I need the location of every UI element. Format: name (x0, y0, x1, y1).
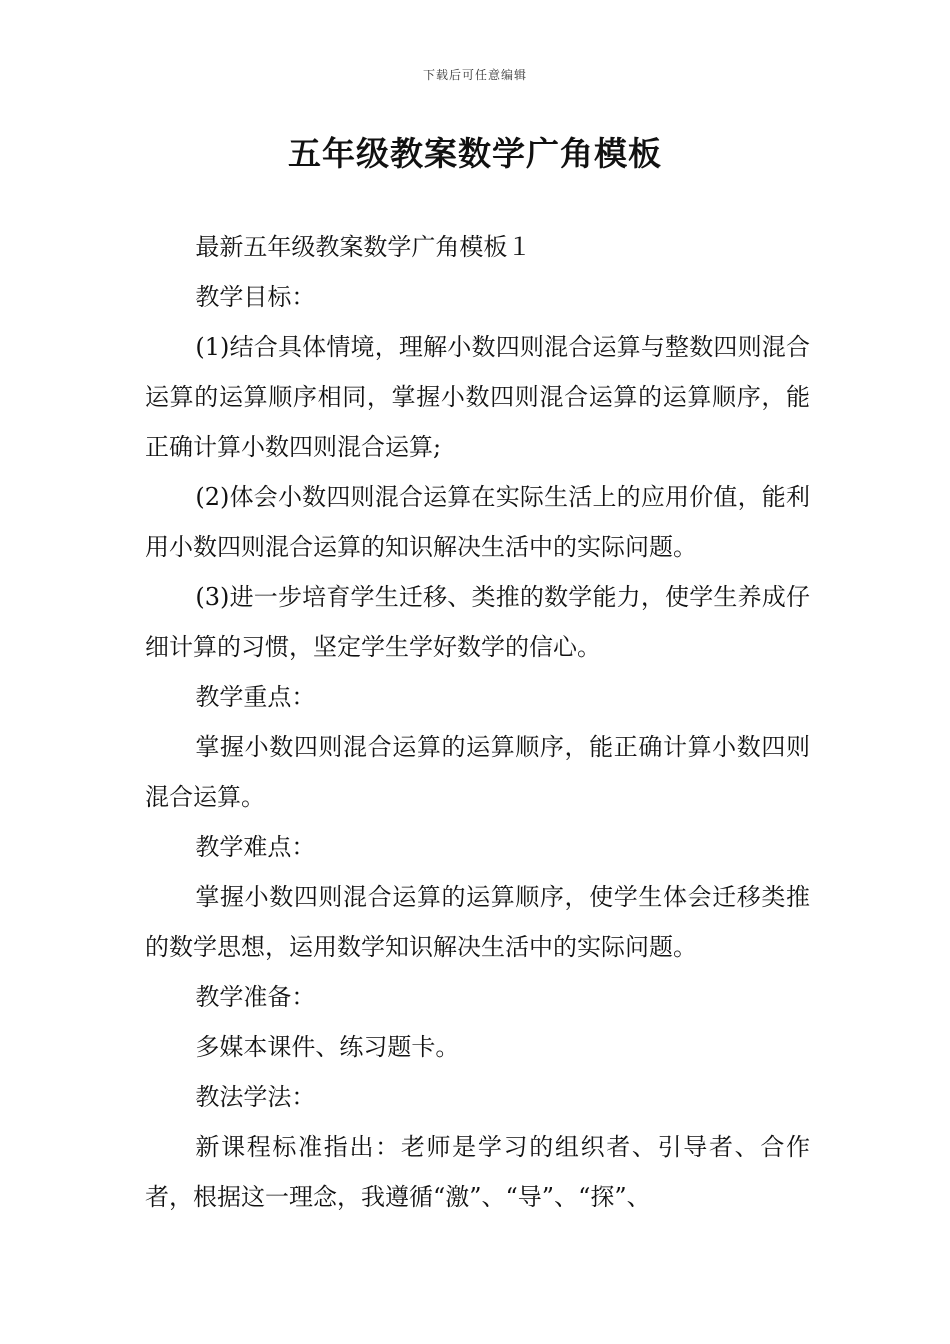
document-title: 五年级教案数学广角模板 (288, 134, 662, 173)
section-heading-difficulties: 教学难点： (195, 833, 316, 861)
preparation-paragraph: 多媒本课件、练习题卡。 (195, 1033, 460, 1061)
section-heading-preparation: 教学准备： (195, 983, 316, 1011)
page-header-note: 下载后可任意编辑 (422, 68, 527, 82)
goal-item-1: (1)结合具体情境，理解小数四则混合运算与整数四则混合运算的运算顺序相同，掌握小数四则混合运算的运算顺序，能正确计算小数四则混合运算; (145, 333, 810, 461)
section-heading-key-points: 教学重点： (195, 683, 316, 711)
document-body (145, 222, 810, 1222)
goal-item-3: (3)进一步培育学生迁移、类推的数学能力，使学生养成仔细计算的习惯，坚定学生学好数学的信心。 (145, 583, 810, 661)
goal-item-2: (2)体会小数四则混合运算在实际生活上的应用价值，能利用小数四则混合运算的知识解决生活中的实际问题。 (145, 483, 810, 561)
difficulties-paragraph: 掌握小数四则混合运算的运算顺序，使学生体会迁移类推的数学思想，运用数学知识解决生活中的实际问题。 (145, 883, 810, 961)
section-heading-methods: 教法学法： (195, 1083, 316, 1111)
subtitle-paragraph: 最新五年级教案数学广角模板１ (195, 233, 532, 261)
methods-paragraph: 新课程标准指出：老师是学习的组织者、引导者、合作者，根据这一理念，我遵循“激”、“导”、“探”、 (145, 1133, 810, 1211)
key-points-paragraph: 掌握小数四则混合运算的运算顺序，能正确计算小数四则混合运算。 (145, 733, 810, 811)
section-heading-teaching-goals: 教学目标： (195, 283, 316, 311)
